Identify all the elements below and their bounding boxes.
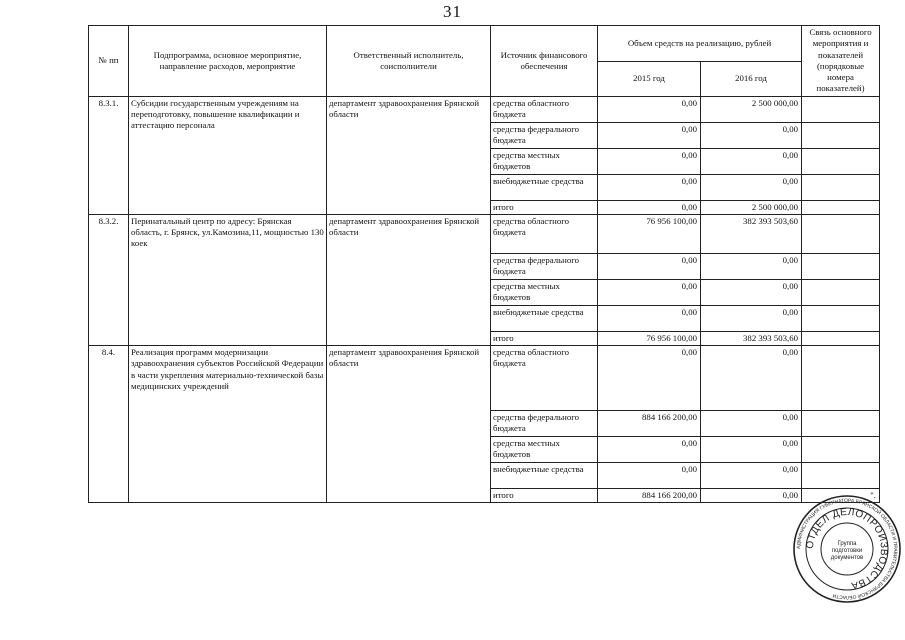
- amount-2016: 0,00: [701, 174, 802, 200]
- funding-source: средства местных бюджетов: [491, 437, 598, 463]
- responsible-executor: департамент здравоохранения Брянской области: [327, 214, 491, 345]
- responsible-executor: департамент здравоохранения Брянской области: [327, 346, 491, 503]
- page-number: 31: [443, 2, 462, 21]
- amount-2016: 0,00: [701, 346, 802, 411]
- funding-source: внебюджетные средства: [491, 174, 598, 200]
- funding-source: внебюджетные средства: [491, 305, 598, 331]
- indicator-link: [802, 437, 880, 463]
- indicator-link: [802, 411, 880, 437]
- stamp-center-line: подготовки: [831, 548, 863, 554]
- stamp-center-line: документов: [830, 555, 864, 561]
- indicator-link: [802, 253, 880, 279]
- header-num: № пп: [89, 26, 129, 97]
- amount-2016: 0,00: [701, 305, 802, 331]
- amount-2016: 0,00: [701, 122, 802, 148]
- activity-title: Субсидии государственным учреждениям на переподготовку, повышение квалификации и аттестацию персонала: [129, 96, 327, 214]
- header-executor: Ответственный исполнитель, соисполнители: [327, 26, 491, 97]
- funding-source: средства областного бюджета: [491, 346, 598, 411]
- indicator-link: [802, 200, 880, 214]
- header-link: Связь основного мероприятия и показателей (порядковые номера показателей): [802, 26, 880, 97]
- indicator-link: [802, 214, 880, 253]
- funding-source: средства федерального бюджета: [491, 122, 598, 148]
- amount-2015: 0,00: [598, 346, 701, 411]
- funding-source: средства федерального бюджета: [491, 411, 598, 437]
- indicator-link: [802, 346, 880, 411]
- indicator-link: [802, 305, 880, 331]
- amount-2016: 382 393 503,60: [701, 331, 802, 345]
- funding-source: внебюджетные средства: [491, 463, 598, 489]
- official-stamp: [792, 494, 902, 604]
- amount-2016: 0,00: [701, 463, 802, 489]
- funding-source: итого: [491, 489, 598, 503]
- header-year-2015: 2015 год: [598, 62, 701, 96]
- amount-2016: 0,00: [701, 437, 802, 463]
- funding-source: средства областного бюджета: [491, 96, 598, 122]
- funding-source: итого: [491, 200, 598, 214]
- amount-2015: 0,00: [598, 463, 701, 489]
- amount-2016: 0,00: [701, 279, 802, 305]
- amount-2015: 884 166 200,00: [598, 411, 701, 437]
- header-subprogram: Подпрограмма, основное мероприятие, направление расходов, мероприятие: [129, 26, 327, 97]
- amount-2015: 0,00: [598, 305, 701, 331]
- table-row: [89, 214, 880, 253]
- indicator-link: [802, 279, 880, 305]
- amount-2016: 2 500 000,00: [701, 200, 802, 214]
- funding-source: итого: [491, 331, 598, 345]
- funding-source: средства федерального бюджета: [491, 253, 598, 279]
- row-number: 8.3.2.: [89, 214, 129, 345]
- indicator-link: [802, 96, 880, 122]
- row-number: 8.3.1.: [89, 96, 129, 214]
- amount-2016: 0,00: [701, 253, 802, 279]
- indicator-link: ".: [802, 489, 880, 503]
- indicator-link: [802, 122, 880, 148]
- indicator-link: [802, 463, 880, 489]
- amount-2016: 2 500 000,00: [701, 96, 802, 122]
- funding-source: средства местных бюджетов: [491, 148, 598, 174]
- amount-2015: 76 956 100,00: [598, 331, 701, 345]
- amount-2015: 0,00: [598, 148, 701, 174]
- amount-2016: 0,00: [701, 411, 802, 437]
- amount-2016: 0,00: [701, 489, 802, 503]
- amount-2015: 0,00: [598, 253, 701, 279]
- funding-source: средства областного бюджета: [491, 214, 598, 253]
- header-amount: Объем средств на реализацию, рублей: [598, 26, 802, 62]
- stamp-middle-text: ОТДЕЛ ДЕЛОПРОИЗВОДСТВА: [804, 506, 890, 591]
- amount-2015: 0,00: [598, 96, 701, 122]
- indicator-link: [802, 174, 880, 200]
- indicator-link: [802, 331, 880, 345]
- responsible-executor: департамент здравоохранения Брянской области: [327, 96, 491, 214]
- amount-2015: 0,00: [598, 122, 701, 148]
- stamp-outer-text: АДМИНИСТРАЦИЯ ГУБЕРНАТОРА БРЯНСКОЙ ОБЛАСТИ И ПРАВИТЕЛЬСТВА БРЯНСКОЙ ОБЛАСТИ: [796, 498, 898, 600]
- amount-2016: 0,00: [701, 148, 802, 174]
- funding-table: [88, 25, 880, 503]
- header-year-2016: 2016 год: [701, 62, 802, 96]
- amount-2015: 76 956 100,00: [598, 214, 701, 253]
- amount-2015: 884 166 200,00: [598, 489, 701, 503]
- amount-2015: 0,00: [598, 200, 701, 214]
- table-row: [89, 346, 880, 411]
- table-row: [89, 96, 880, 122]
- amount-2015: 0,00: [598, 437, 701, 463]
- amount-2016: 382 393 503,60: [701, 214, 802, 253]
- amount-2015: 0,00: [598, 279, 701, 305]
- activity-title: Реализация программ модернизации здравоохранения субъектов Российской Федерации в части укрепления материально-технической базы медицинских учреждений: [129, 346, 327, 503]
- indicator-link: [802, 148, 880, 174]
- funding-source: средства местных бюджетов: [491, 279, 598, 305]
- header-source: Источник финансового обеспечения: [491, 26, 598, 97]
- stamp-center-line: Группа: [837, 541, 857, 547]
- row-number: 8.4.: [89, 346, 129, 503]
- activity-title: Перинатальный центр по адресу: Брянская область, г. Брянск, ул.Камозина,11, мощностью 130 коек: [129, 214, 327, 345]
- amount-2015: 0,00: [598, 174, 701, 200]
